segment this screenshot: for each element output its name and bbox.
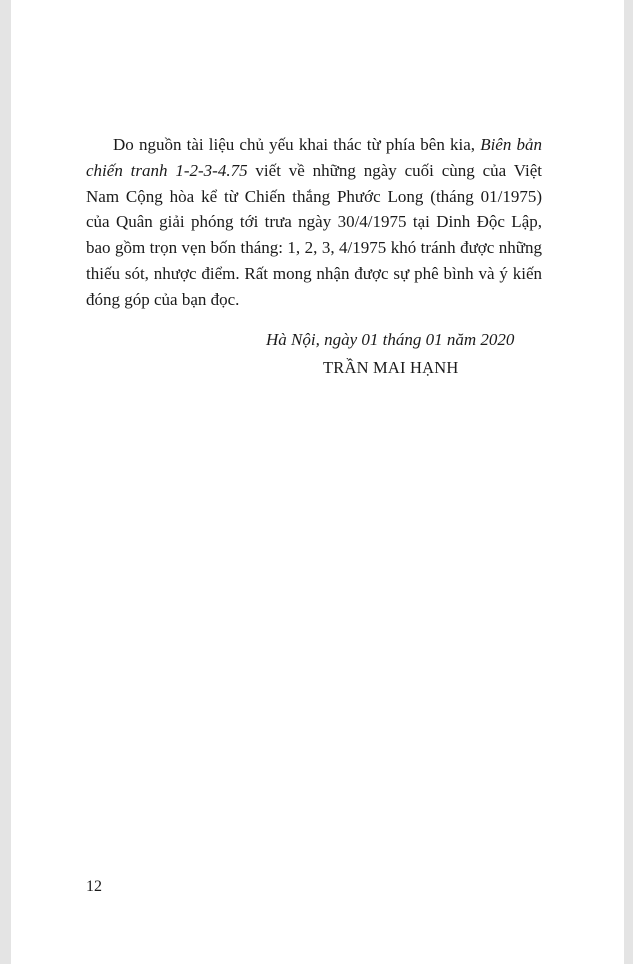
- document-page: [11, 0, 624, 964]
- page-number: 12: [86, 878, 102, 895]
- author-name: TRẦN MAI HẠNH: [323, 358, 459, 377]
- body-paragraph-container: [86, 132, 542, 313]
- body-paragraph: [86, 132, 542, 313]
- place-date: Hà Nội, ngày 01 tháng 01 năm 2020: [266, 330, 515, 349]
- paragraph-rest: viết về những ngày cuối cùng của Việt Nam Cộng hòa kể từ Chiến thắng Phước Long (tháng 01/1975) của Quân giải phóng tới trưa ngày 30/4/1975 tại Dinh Độc Lập, bao gồm trọn vẹn bốn tháng: 1, 2, 3, 4/1975 khó tránh được những thiếu sót, nhược điểm. Rất mong nhận được sự phê bình và ý kiến đóng góp của bạn đọc.: [86, 160, 542, 309]
- paragraph-intro: Do nguồn tài liệu chủ yếu khai thác từ phía bên kia,: [113, 135, 481, 154]
- book-title: Biên bản chiến tranh 1-2-3-4.75: [86, 135, 543, 180]
